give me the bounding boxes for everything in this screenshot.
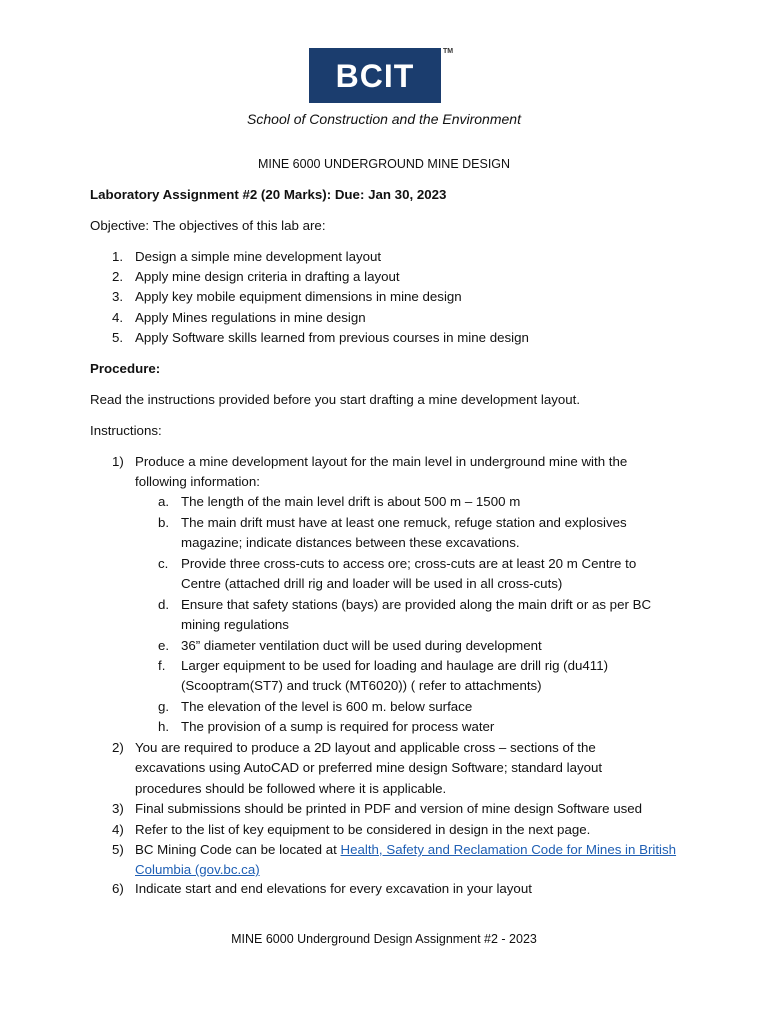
sub-item: The main drift must have at least one remuck, refuge station and explosives [181, 515, 627, 530]
list-item-number: 5) [112, 842, 124, 857]
sub-item-letter: e. [158, 638, 170, 653]
procedure-text: Read the instructions provided before you start drafting a mine development layout. [90, 392, 581, 407]
page-footer: MINE 6000 Underground Design Assignment #2 - 2023 [231, 932, 537, 946]
objective-item: Apply mine design criteria in drafting a layout [135, 269, 400, 284]
sub-item-cont: Centre (attached drill rig and loader will be used in all cross-cuts) [181, 576, 563, 591]
sub-item-cont: mining regulations [181, 617, 289, 632]
sub-item-letter: c. [158, 556, 169, 571]
objective-item: Apply Mines regulations in mine design [135, 310, 366, 325]
sub-item: The elevation of the level is 600 m. below surface [181, 699, 473, 714]
objective-item: Apply Software skills learned from previous courses in mine design [135, 330, 529, 345]
sub-item: The length of the main level drift is about 500 m – 1500 m [181, 494, 521, 509]
assignment-heading: Laboratory Assignment #2 (20 Marks): Due: Jan 30, 2023 [90, 187, 447, 202]
sub-item-letter: a. [158, 494, 170, 509]
list-item-number: 2. [112, 269, 124, 284]
sub-item-letter: h. [158, 719, 170, 734]
sub-item: 36” diameter ventilation duct will be used during development [181, 638, 542, 653]
instructions-heading: Instructions: [90, 423, 162, 438]
procedure-heading: Procedure: [90, 361, 161, 376]
instruction-item-cont [135, 860, 260, 880]
objective-item: Design a simple mine development layout [135, 249, 382, 264]
instruction-item-cont: excavations using AutoCAD or preferred mine design Software; standard layout [135, 760, 603, 775]
sub-item-letter: f. [158, 658, 166, 673]
list-item-number: 4) [112, 822, 124, 837]
list-item-number: 3. [112, 289, 124, 304]
instruction-item: Final submissions should be printed in PDF and version of mine design Software used [135, 801, 643, 816]
sub-item-cont: (Scooptram(ST7) and truck (MT6020)) ( refer to attachments) [181, 678, 542, 693]
trademark-mark: TM [443, 48, 454, 55]
list-item-number: 2) [112, 740, 124, 755]
sub-item-letter: g. [158, 699, 170, 714]
list-item-number: 1) [112, 454, 124, 469]
bcit-logo [309, 48, 459, 104]
bcit-logo-box [309, 48, 441, 103]
sub-item: Ensure that safety stations (bays) are provided along the main drift or as per BC [181, 597, 652, 612]
instruction-item-cont: following information: [135, 474, 260, 489]
instruction-text: BC Mining Code can be located at [135, 842, 341, 857]
bc-mining-code-link-cont[interactable]: Columbia (gov.bc.ca) [135, 862, 260, 877]
instruction-item: You are required to produce a 2D layout and applicable cross – sections of the [135, 740, 596, 755]
sub-item: Larger equipment to be used for loading and haulage are drill rig (du411) [181, 658, 609, 673]
instruction-item: Refer to the list of key equipment to be considered in design in the next page. [135, 822, 591, 837]
instruction-item: Produce a mine development layout for the main level in underground mine with the [135, 454, 628, 469]
sub-item-cont: magazine; indicate distances between these excavations. [181, 535, 520, 550]
list-item-number: 6) [112, 881, 124, 896]
bcit-logo-text: BCIT [335, 57, 415, 94]
list-item-number: 4. [112, 310, 124, 325]
list-item-number: 5. [112, 330, 124, 345]
sub-item-letter: b. [158, 515, 170, 530]
list-item-number: 1. [112, 249, 124, 264]
list-item-number: 3) [112, 801, 124, 816]
instruction-item: Indicate start and end elevations for every excavation in your layout [135, 881, 532, 896]
sub-item-letter: d. [158, 597, 170, 612]
sub-item: Provide three cross-cuts to access ore; cross-cuts are at least 20 m Centre to [181, 556, 637, 571]
instruction-item [135, 840, 676, 860]
sub-item: The provision of a sump is required for process water [181, 719, 495, 734]
objective-item: Apply key mobile equipment dimensions in mine design [135, 289, 462, 304]
bc-mining-code-link[interactable]: Health, Safety and Reclamation Code for Mines in British [340, 842, 677, 857]
course-title: MINE 6000 UNDERGROUND MINE DESIGN [257, 157, 511, 171]
instruction-item-cont: procedures should be followed where it is applicable. [135, 781, 447, 796]
school-name: School of Construction and the Environment [247, 111, 521, 127]
objective-intro: Objective: The objectives of this lab are: [90, 218, 326, 233]
